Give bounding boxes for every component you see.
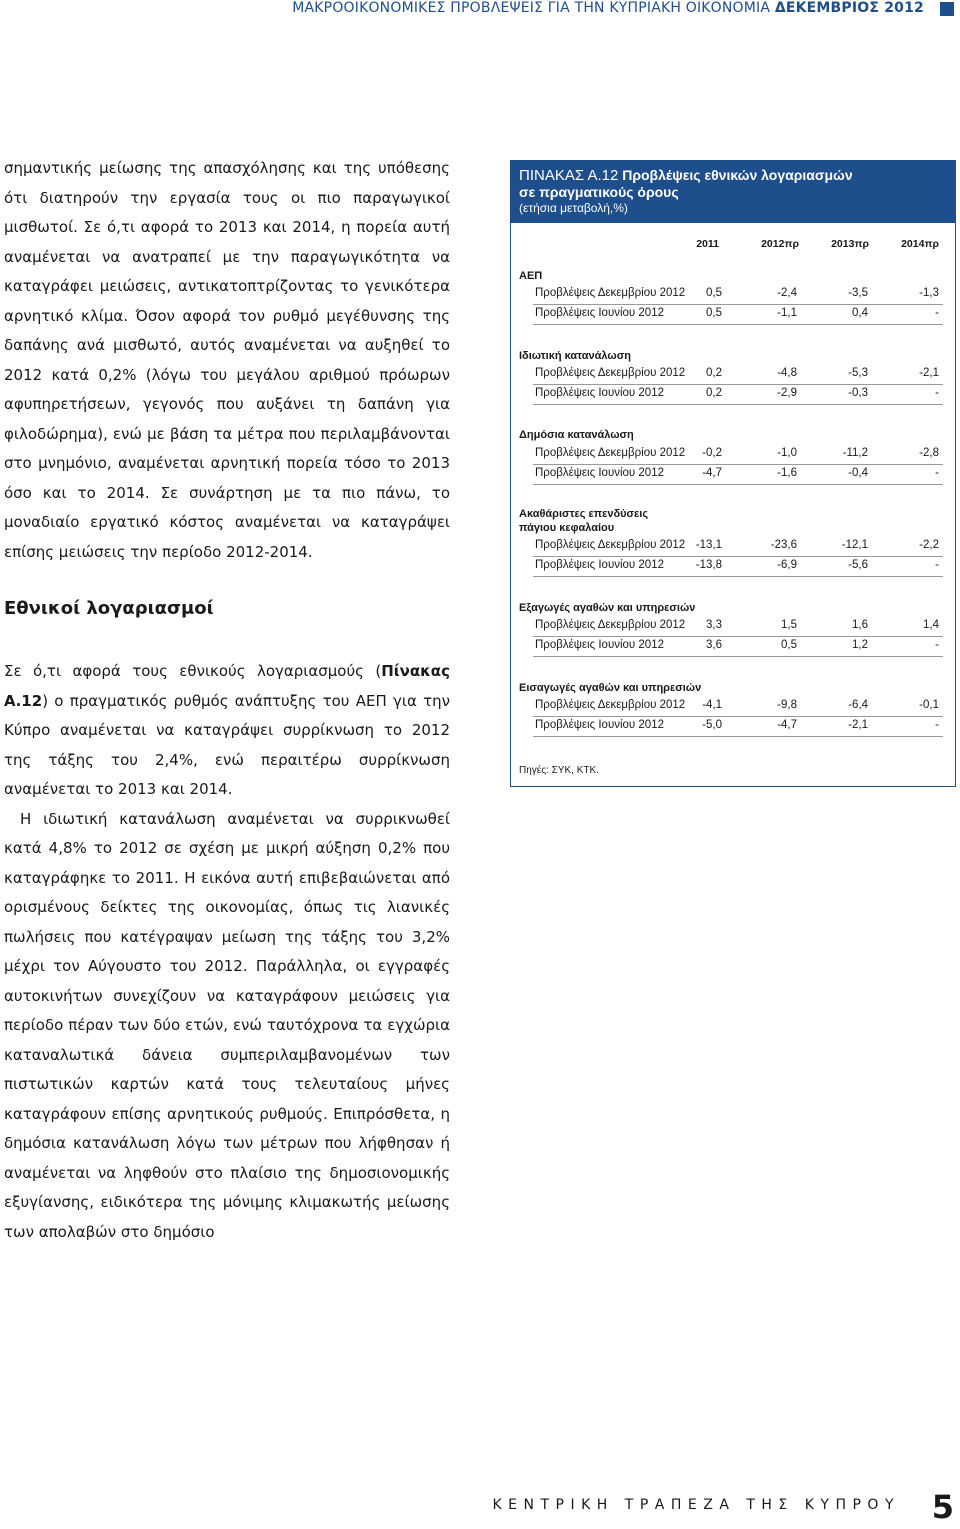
- cell-value: -4,7: [702, 467, 722, 479]
- cell-value: -6,4: [848, 699, 868, 711]
- table-title: [519, 167, 947, 184]
- cell-value: -11,2: [842, 447, 868, 459]
- table-row: [511, 465, 955, 485]
- table-row: [511, 445, 955, 465]
- header-square-marker: [940, 2, 954, 16]
- table-row: [511, 637, 955, 657]
- group-heading: [519, 507, 648, 535]
- cell-value: -5,6: [848, 559, 868, 571]
- cell-value: -9,8: [777, 699, 797, 711]
- cell-value: -2,1: [919, 367, 939, 379]
- cell-value: -0,3: [848, 387, 868, 399]
- cell-value: -13,1: [695, 539, 722, 551]
- cell-value: -2,4: [777, 287, 797, 299]
- cell-value: 1,2: [852, 639, 868, 651]
- body-paragraph-1: σημαντικής μείωσης της απασχόλησης και της υπόθεσης ότι διατηρούν την εργασία τους οι πιο παραγωγικοί μισθωτοί. Σε ό,τι αφορά το 2013 και 2014, η πορεία αυτή αναμένεται να ανατραπεί με την παραγωγικότητα να καταγράφει μειώσεις, αντικατοπτρίζοντας το γενικότερα αρνητικό κλίμα. Όσον αφορά τον ρυθμό μεγέθυνσης της δαπάνης ανά μισθωτό, αυτός αναμένεται να αυξηθεί το 2012 κατά 0,2% (λόγω του μεγάλου αριθμού πρόωρων αφυπηρετήσεων, γεγονός που αυξάνει τη δαπάνη για φιλοδώρημα), ενώ με βάση τα μέτρα που περιλαμβάνονται στο μνημόνιο, αναμένεται αρνητική πορεία τόσο το 2013 όσο και το 2014. Σε συνάρτηση με τα πιο πάνω, το μοναδιαίο εργατικό κόστος αναμένεται να καταγράψει επίσης μειώσεις την περίοδο 2012-2014.: [4, 159, 450, 561]
- header-title-part2: ΔΕΚΕΜΒΡΙΟΣ 2012: [774, 0, 924, 16]
- row-divider: [533, 324, 943, 325]
- cell-value: -2,8: [919, 447, 939, 459]
- row-divider: [533, 484, 943, 485]
- body-column-bottom: [4, 657, 450, 1247]
- row-divider: [533, 656, 943, 657]
- cell-value: -0,4: [848, 467, 868, 479]
- table-reference: Πίνακας Α.12: [4, 662, 450, 710]
- body-paragraph-2c: ) ο πραγματικός ρυθμός ανάπτυξης του ΑΕΠ για την Κύπρο αναμένεται να καταγράψει συρρίκνωση το 2012 της τάξης του 2,4%, ενώ περαιτέρω συρρίκνωση αναμένεται το 2013 και 2014.: [4, 691, 450, 798]
- row-label: Προβλέψεις Δεκεμβρίου 2012: [535, 447, 686, 459]
- table-row: [511, 537, 955, 557]
- cell-value: -2,1: [848, 719, 868, 731]
- row-label: Προβλέψεις Ιουνίου 2012: [535, 467, 664, 479]
- cell-value: -1,0: [777, 447, 797, 459]
- cell-value: -: [935, 559, 939, 571]
- cell-value: -13,8: [695, 559, 722, 571]
- table-row: [511, 385, 955, 405]
- row-label: Προβλέψεις Ιουνίου 2012: [535, 387, 664, 399]
- table-row: [511, 717, 955, 737]
- column-header: 2012πρ: [761, 238, 799, 250]
- table-source: Πηγές: ΣΥΚ, ΚΤΚ.: [519, 765, 599, 776]
- page-header: [0, 0, 960, 18]
- group-heading: [519, 269, 542, 283]
- row-label: Προβλέψεις Δεκεμβρίου 2012: [535, 619, 686, 631]
- cell-value: 1,4: [923, 619, 939, 631]
- cell-value: -2,9: [777, 387, 797, 399]
- cell-value: 3,6: [706, 639, 722, 651]
- cell-value: -1,6: [777, 467, 797, 479]
- cell-value: -2,2: [919, 539, 939, 551]
- row-label: Προβλέψεις Ιουνίου 2012: [535, 307, 664, 319]
- cell-value: -: [935, 719, 939, 731]
- table-row: [511, 365, 955, 385]
- group-heading: [519, 681, 701, 695]
- table-title-line1: Προβλέψεις εθνικών λογαριασμών: [618, 167, 853, 183]
- group-heading-line: Εξαγωγές αγαθών και υπηρεσιών: [519, 602, 696, 614]
- group-heading-line: Εισαγωγές αγαθών και υπηρεσιών: [519, 682, 702, 694]
- group-heading-line: Δημόσια κατανάλωση: [519, 429, 634, 441]
- row-divider: [533, 736, 943, 737]
- cell-value: 0,5: [706, 307, 722, 319]
- table-row: [511, 617, 955, 637]
- cell-value: 0,5: [706, 287, 722, 299]
- cell-value: -1,1: [777, 307, 797, 319]
- cell-value: -5,0: [702, 719, 722, 731]
- cell-value: 0,5: [781, 639, 797, 651]
- row-label: Προβλέψεις Δεκεμβρίου 2012: [535, 539, 686, 551]
- cell-value: 1,5: [781, 619, 797, 631]
- cell-value: -: [935, 307, 939, 319]
- cell-value: -0,2: [702, 447, 722, 459]
- table-header: [511, 161, 955, 223]
- column-header: 2014πρ: [901, 238, 939, 250]
- cell-value: 0,2: [706, 367, 722, 379]
- cell-value: -4,8: [777, 367, 797, 379]
- body-paragraph-2: [4, 657, 450, 805]
- body-column-top: [4, 154, 450, 567]
- row-divider: [533, 576, 943, 577]
- group-heading-line: πάγιου κεφαλαίου: [519, 522, 615, 534]
- cell-value: 0,2: [706, 387, 722, 399]
- row-label: Προβλέψεις Ιουνίου 2012: [535, 639, 664, 651]
- table-title-line2: σε πραγματικούς όρους: [519, 184, 679, 200]
- cell-value: -3,5: [848, 287, 868, 299]
- group-heading: [519, 428, 634, 442]
- table-row: [511, 285, 955, 305]
- row-divider: [533, 404, 943, 405]
- row-label: Προβλέψεις Ιουνίου 2012: [535, 559, 664, 571]
- section-heading: Εθνικοί λογαριασμοί: [4, 598, 214, 619]
- row-label: Προβλέψεις Δεκεμβρίου 2012: [535, 287, 686, 299]
- cell-value: -4,1: [702, 699, 722, 711]
- group-heading-line: Ακαθάριστες επενδύσεις: [519, 508, 649, 520]
- cell-value: -6,9: [777, 559, 797, 571]
- table-subtitle: (ετήσια μεταβολή,%): [519, 201, 628, 215]
- column-header: 2013πρ: [831, 238, 869, 250]
- column-header: 2011: [696, 238, 719, 250]
- header-title-part1: ΜΑΚΡΟΟΙΚΟΝΟΜΙΚΕΣ ΠΡΟΒΛΕΨΕΙΣ ΓΙΑ ΤΗΝ ΚΥΠΡΙΑΚΗ ΟΙΚΟΝΟΜΙΑ: [292, 0, 775, 16]
- table-row: [511, 557, 955, 577]
- row-label: Προβλέψεις Ιουνίου 2012: [535, 719, 664, 731]
- cell-value: -5,3: [848, 367, 868, 379]
- footer-bank-name: ΚΕΝΤΡΙΚΗ ΤΡΑΠΕΖΑ ΤΗΣ ΚΥΠΡΟΥ: [492, 1497, 900, 1513]
- cell-value: -12,1: [841, 539, 868, 551]
- cell-value: -1,3: [919, 287, 939, 299]
- body-paragraph-2a: Σε ό,τι αφορά τους εθνικούς λογαριασμούς (: [4, 662, 382, 680]
- table-row: [511, 697, 955, 717]
- cell-value: -: [935, 639, 939, 651]
- row-label: Προβλέψεις Δεκεμβρίου 2012: [535, 699, 686, 711]
- cell-value: -: [935, 467, 939, 479]
- row-label: Προβλέψεις Δεκεμβρίου 2012: [535, 367, 686, 379]
- group-heading-line: Ιδιωτική κατανάλωση: [519, 350, 631, 362]
- group-heading: [519, 349, 631, 363]
- cell-value: -23,6: [770, 539, 797, 551]
- cell-value: -0,1: [919, 699, 939, 711]
- group-heading-line: ΑΕΠ: [519, 270, 543, 282]
- cell-value: 1,6: [852, 619, 868, 631]
- cell-value: -: [935, 387, 939, 399]
- header-title: [292, 0, 924, 16]
- page-number: 5: [931, 1488, 954, 1526]
- table-label: ΠΙΝΑΚΑΣ Α.12: [519, 167, 619, 184]
- cell-value: 3,3: [706, 619, 722, 631]
- cell-value: 0,4: [852, 307, 868, 319]
- table-row: [511, 305, 955, 325]
- group-heading: [519, 601, 695, 615]
- cell-value: -4,7: [777, 719, 797, 731]
- column-headers: [511, 238, 955, 254]
- body-paragraph-3: Η ιδιωτική κατανάλωση αναμένεται να συρρικνωθεί κατά 4,8% το 2012 σε σχέση με μικρή αύξηση 0,2% που καταγράφηκε το 2011. Η εικόνα αυτή επιβεβαιώνεται από ορισμένους δείκτες της οικονομίας, όπως τις λιανικές πωλήσεις που κατέγραψαν μείωση της τάξης του 3,2% μέχρι τον Αύγουστο του 2012. Παράλληλα, οι εγγραφές αυτοκινήτων συνεχίζουν να καταγράφουν μειώσεις για περίοδο πέραν των δύο ετών, ενώ ταυτόχρονα τα εγχώρια καταναλωτικά δάνεια συμπεριλαμβανομένων των πιστωτικών καρτών κατά τους τελευταίους μήνες καταγράφουν επίσης αρνητικούς ρυθμούς. Επιπρόσθετα, η δημόσια κατανάλωση λόγω των μέτρων που λήφθησαν ή αναμένεται να ληφθούν στο πλαίσιο της δημοσιονομικής εξυγίανσης, ειδικότερα της μόνιμης κλιμακωτής μείωσης των απολαβών στο δημόσιο: [4, 809, 450, 1241]
- table-panel: [510, 160, 956, 787]
